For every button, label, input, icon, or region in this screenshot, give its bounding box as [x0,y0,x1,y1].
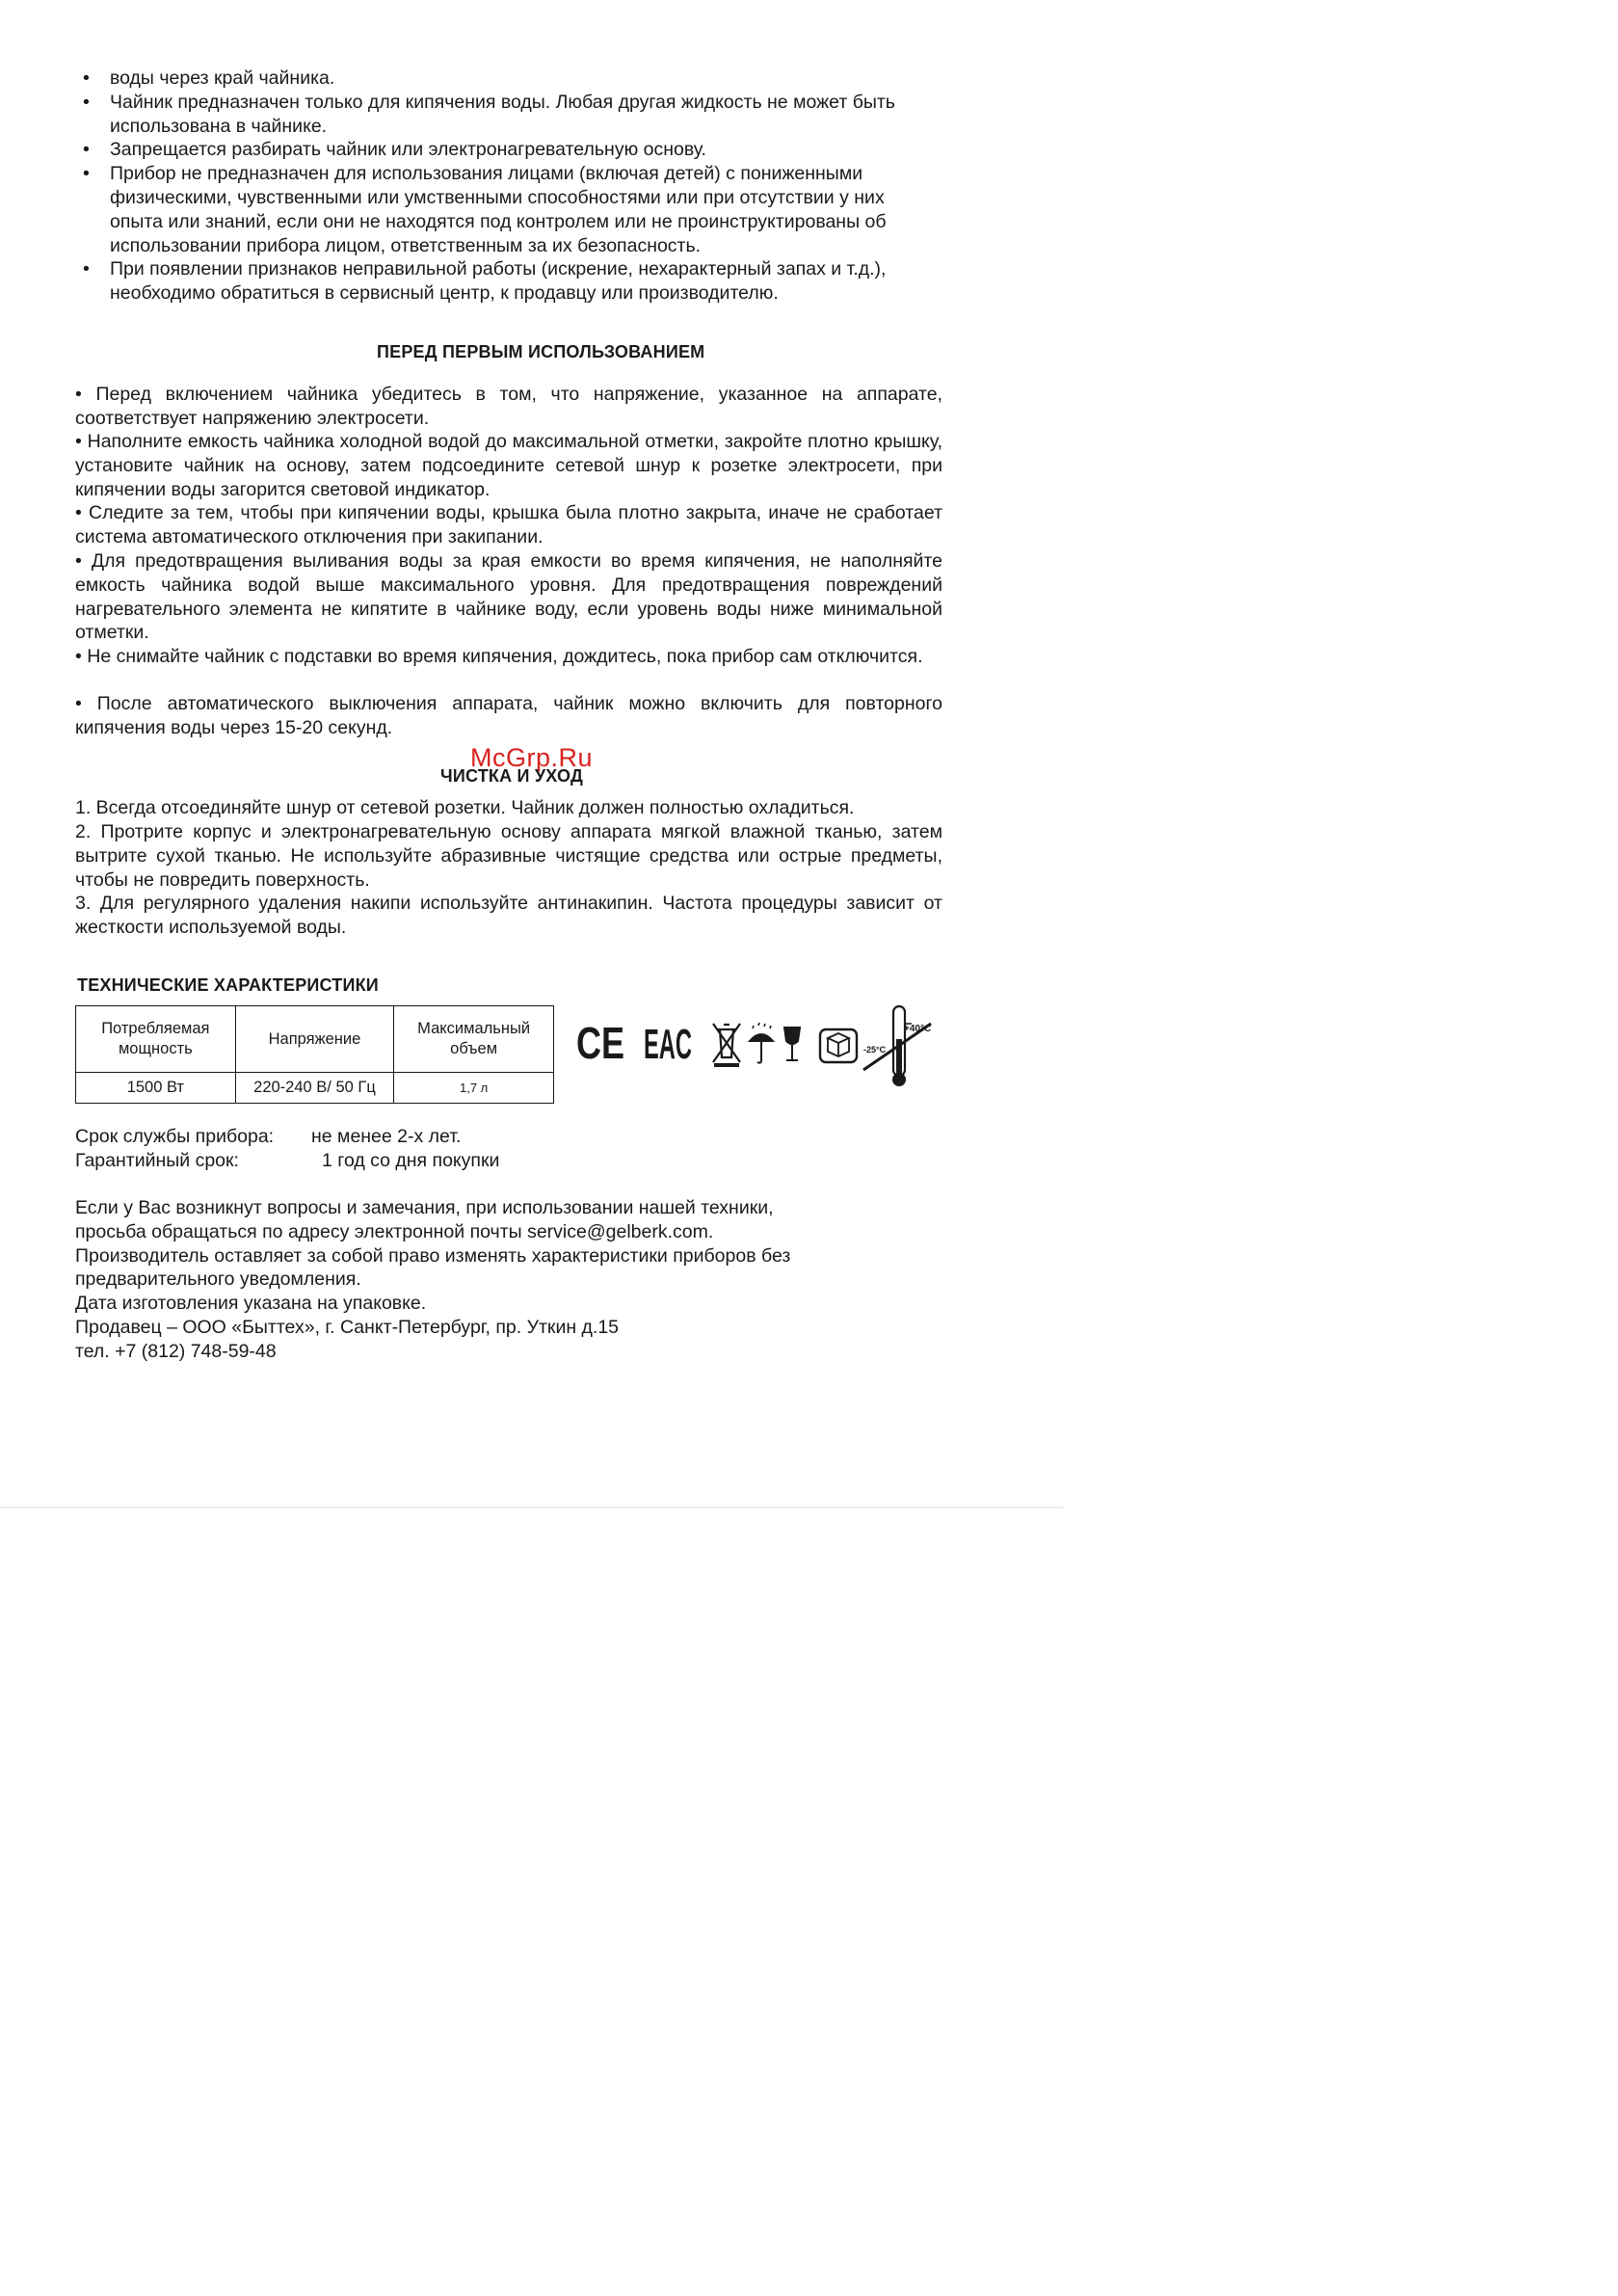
temp-high-label: +40°C [904,1024,932,1034]
temp-low-label: -25°C [863,1045,887,1055]
paragraph: • Наполните емкость чайника холодной водой до максимальной отметки, закройте плотно крышку, установите чайник на основу, затем подсоедините сетевой шнур к розетке электросети, при кипячении воды загорится световой индикатор. [75,431,942,500]
stack-limit-box-icon [820,1029,857,1062]
list-item: • Запрещается разбирать чайник или электронагревательную основу. [75,138,942,162]
crossed-bin-icon [713,1024,740,1067]
table-header-cell: Потребляемая мощность [76,1006,236,1073]
eac-mark-text: EAC [644,1021,692,1068]
watermark-link[interactable]: McGrp.Ru [469,743,594,772]
temperature-limit-icon [863,1006,931,1086]
service-life-value: не менее 2-х лет. [311,1126,462,1147]
text-line: Дата изготовления указана на упаковке. [75,1293,427,1315]
table-cell: 1500 Вт [76,1073,236,1104]
paragraph: • Не снимайте чайник с подставки во время кипячения, дождитесь, пока прибор сам отключится. [75,646,923,667]
safety-bullet-list [75,67,942,306]
warranty-label: Гарантийный срок: [75,1150,239,1171]
cleaning-heading: ЧИСТКА И УХОД [440,766,583,786]
paragraph: • После автоматического выключения аппарата, чайник можно включить для повторного кипячения воды через 15-20 секунд. [75,693,942,738]
ce-mark-text: CE [576,1018,624,1068]
specs-heading: ТЕХНИЧЕСКИЕ ХАРАКТЕРИСТИКИ [77,975,379,995]
service-life-label: Срок службы прибора: [75,1126,275,1147]
paragraph: • Для предотвращения выливания воды за края емкости во время кипячения, не наполняйте емкость чайника водой выше максимального уровня. Для предотвращения повреждений нагревательного элемента не кипятите в чайнике воду, если уровень воды ниже минимальной отметки. [75,550,942,644]
table-header-row [76,1006,554,1073]
text-line: Продавец – ООО «Быттех», г. Санкт-Петербург, пр. Уткин д.15 [75,1316,620,1338]
paragraph: • Следите за тем, чтобы при кипячении воды, крышка была плотно закрыта, иначе не сработает система автоматического отключения при закипании. [75,502,942,547]
ce-mark-icon [576,1018,624,1068]
text-line: просьба обращаться по адресу электронной почты service@gelberk.com. [75,1220,714,1242]
warranty-row [75,1149,499,1173]
table-cell: 1,7 л [394,1073,554,1104]
text-line: Производитель оставляет за собой право изменять характеристики приборов без [75,1244,791,1267]
text-line: предварительного уведомления. [75,1268,361,1291]
table-cell: 220-240 В/ 50 Гц [235,1073,394,1104]
list-item: • Прибор не предназначен для использования лицами (включая детей) с пониженными физическими, чувственными или умственными способностями или при отсутствии у них опыта или знаний, если они не находятся под контролем или не проинструктированы об использовании прибора лицом, ответственным за их безопасность. [75,162,942,257]
specs-table [75,1005,554,1104]
table-header-cell: Напряжение [235,1006,394,1073]
paragraph: • Перед включением чайника убедитесь в том, что напряжение, указанное на аппарате, соответствует напряжению электросети. [75,384,942,429]
list-item: • При появлении признаков неправильной работы (искрение, нехарактерный запах и т.д.), необходимо обратиться в сервисный центр, к продавцу или производителю. [75,257,942,306]
fragile-glass-icon [784,1028,800,1060]
table-header-cell: Максимальный объем [394,1006,554,1073]
keep-dry-umbrella-icon [750,1023,773,1063]
warranty-value: 1 год со дня покупки [322,1150,500,1171]
paragraph: 1. Всегда отсоединяйте шнур от сетевой розетки. Чайник должен полностью охладиться. [75,797,855,818]
eac-mark-icon [644,1021,692,1068]
before-first-use-heading: ПЕРЕД ПЕРВЫМ ИСПОЛЬЗОВАНИЕМ [377,342,705,361]
certification-marks [574,1002,941,1089]
paragraph: 3. Для регулярного удаления накипи используйте антинакипин. Частота процедуры зависит от жесткости используемой воды. [75,893,942,938]
manual-page [0,0,1063,1508]
table-row [76,1073,554,1104]
paragraph: 2. Протрите корпус и электронагревательную основу аппарата мягкой влажной тканью, затем вытрите сухой тканью. Не используйте абразивные чистящие средства или острые предметы, чтобы не повредить поверхность. [75,821,942,891]
service-life-row [75,1125,461,1149]
page-edge-marks [0,1505,1063,1508]
contact-block [75,1196,942,1364]
text-line: Если у Вас возникнут вопросы и замечания, при использовании нашей техники, [75,1197,774,1218]
list-item: • Чайник предназначен только для кипячения воды. Любая другая жидкость не может быть использована в чайнике. [75,91,942,139]
list-item: • воды через край чайника. [75,67,942,91]
text-line: тел. +7 (812) 748-59-48 [75,1340,277,1362]
